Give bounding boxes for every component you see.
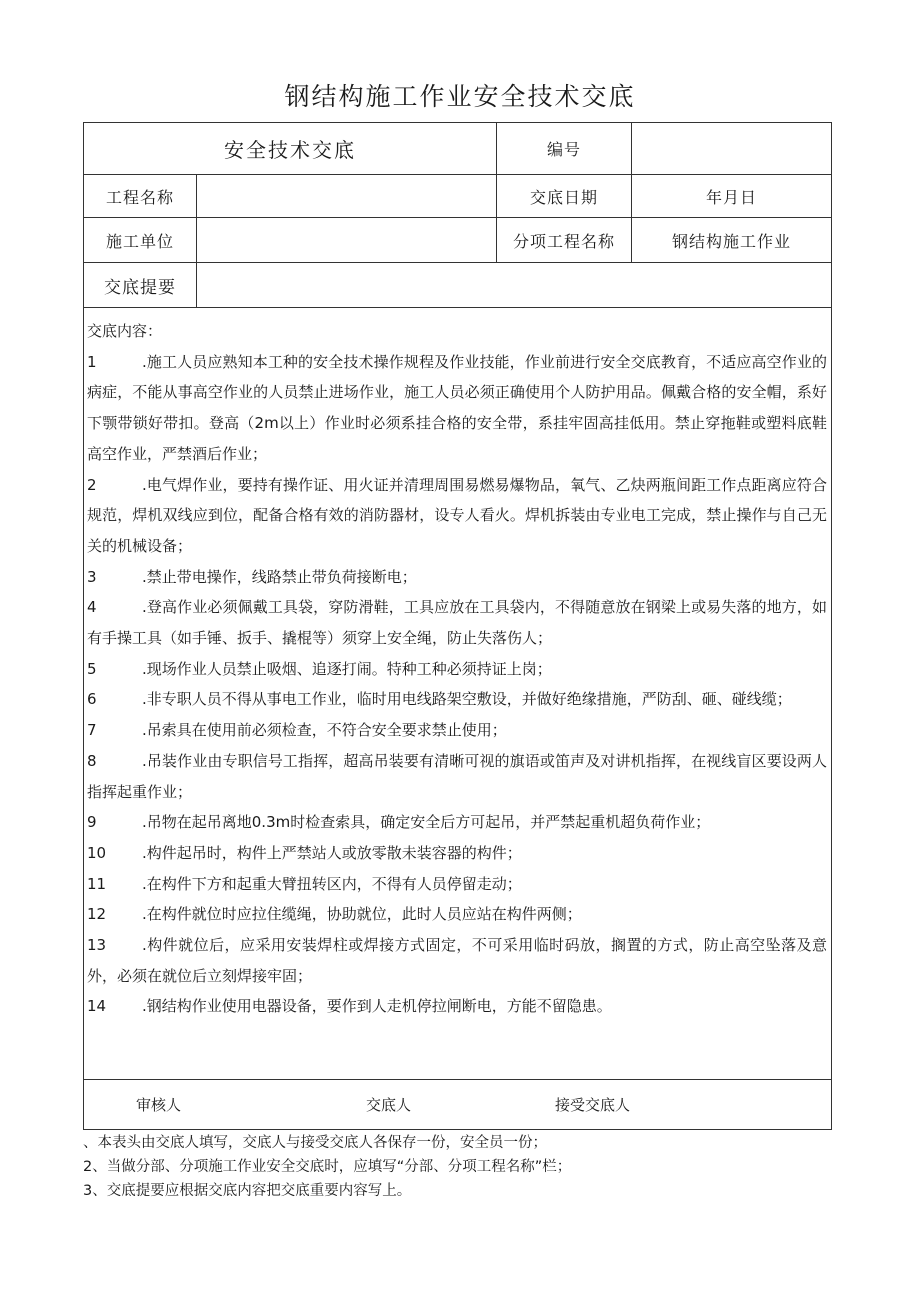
item-number: 8 xyxy=(87,751,97,770)
project-name-field[interactable] xyxy=(197,175,496,217)
item-number: 2 xyxy=(87,475,97,494)
sub-project-field[interactable]: 钢结构施工作业 xyxy=(671,231,791,251)
project-name-label: 工程名称 xyxy=(105,187,174,207)
summary-label: 交底提要 xyxy=(104,277,176,298)
footnote: 3、交底提要应根据交底内容把交底重要内容写上。 xyxy=(83,1183,412,1199)
number-field[interactable] xyxy=(632,123,831,174)
item-number: 7 xyxy=(87,721,97,740)
item-text: .在构件就位时应拉住缆绳，协助就位，此时人员应站在构件两侧； xyxy=(142,905,582,924)
unit-label: 施工单位 xyxy=(105,231,174,251)
content-item xyxy=(87,470,827,562)
item-text: .施工人员应熟知本工种的安全技术操作规程及作业技能，作业前进行安全交底教育，不适应高空作业的病症，不能从事高空作业的人员禁止进场作业，施工人员必须正确使用个人防护用品。佩戴合格的安全帽，系好下颚带锁好带扣。登高（2m以上）作业时必须系挂合格的安全带，系挂牢固高挂低用。禁止穿拖鞋或塑料底鞋高空作业，严禁酒后作业； xyxy=(87,352,827,463)
item-text: .吊索具在使用前必须检查，不符合安全要求禁止使用； xyxy=(142,721,507,740)
item-text: .登高作业必须佩戴工具袋，穿防滑鞋，工具应放在工具袋内，不得随意放在钢梁上或易失落的地方，如有手操工具（如手锤、扳手、撬棍等）须穿上安全绳，防止失落伤人； xyxy=(87,598,827,648)
item-number: 13 xyxy=(87,936,107,955)
item-text: .钢结构作业使用电器设备，要作到人走机停拉闸断电，方能不留隐患。 xyxy=(142,997,612,1016)
row-divider xyxy=(83,307,832,308)
content-item xyxy=(87,869,827,900)
content-item xyxy=(87,347,827,470)
item-number: 5 xyxy=(87,659,97,678)
item-number: 11 xyxy=(87,874,107,893)
content-item xyxy=(87,684,827,715)
footnote: 、本表头由交底人填写，交底人与接受交底人各保存一份，安全员一份； xyxy=(83,1135,547,1151)
sub-project-label: 分项工程名称 xyxy=(512,231,615,251)
content-item xyxy=(87,899,827,930)
content-item xyxy=(87,715,827,746)
content-item xyxy=(87,746,827,807)
item-text: .电气焊作业，要持有操作证、用火证并清理周围易燃易爆物品，氧气、乙炔两瓶间距工作点距离应符合规范，焊机双线应到位，配备合格有效的消防器材，设专人看火。焊机拆装由专业电工完成，禁止操作与自己无关的机械设备； xyxy=(87,475,827,555)
content-heading: 交底内容： xyxy=(87,322,163,340)
content-item xyxy=(87,654,827,685)
item-text: .构件起吊时，构件上严禁站人或放零散未装容器的构件； xyxy=(142,843,522,862)
date-label: 交底日期 xyxy=(529,187,598,207)
item-number: 3 xyxy=(87,567,97,586)
date-field[interactable]: 年月日 xyxy=(705,187,757,207)
reviewer-label: 审核人 xyxy=(136,1096,182,1114)
content-item xyxy=(87,592,827,653)
content-item xyxy=(87,930,827,991)
form-title: 安全技术交底 xyxy=(224,138,356,162)
item-text: .禁止带电操作，线路禁止带负荷接断电； xyxy=(142,567,417,586)
item-text: .吊物在起吊离地0.3m时检查索具，确定安全后方可起吊，并严禁起重机超负荷作业； xyxy=(142,813,711,832)
item-number: 14 xyxy=(87,997,107,1016)
content-item xyxy=(87,991,827,1022)
item-text: .吊装作业由专职信号工指挥，超高吊装要有清晰可视的旗语或笛声及对讲机指挥，在视线盲区要设两人指挥起重作业； xyxy=(87,751,827,801)
receiver-label: 接受交底人 xyxy=(555,1096,631,1114)
item-text: .非专职人员不得从事电工作业，临时用电线路架空敷设，并做好绝缘措施，严防刮、砸、碰线缆； xyxy=(142,690,792,709)
item-text: .现场作业人员禁止吸烟、追逐打闹。特种工种必须持证上岗； xyxy=(142,659,552,678)
footnotes xyxy=(83,1131,571,1203)
item-number: 6 xyxy=(87,690,97,709)
item-text: .构件就位后，应采用安装焊柱或焊接方式固定，不可采用临时码放，搁置的方式，防止高空坠落及意外，必须在就位后立刻焊接牢固； xyxy=(87,936,827,985)
unit-field[interactable] xyxy=(197,218,496,262)
content-item xyxy=(87,807,827,838)
footnote: 2、当做分部、分项施工作业安全交底时，应填写“分部、分项工程名称”栏； xyxy=(83,1159,572,1175)
item-number: 1 xyxy=(87,352,97,371)
summary-field[interactable] xyxy=(197,263,831,307)
disclosure-content xyxy=(87,316,827,1022)
item-number: 9 xyxy=(87,813,97,832)
content-item xyxy=(87,562,827,593)
item-text: .在构件下方和起重大臂扭转区内，不得有人员停留走动； xyxy=(142,874,522,893)
row-divider xyxy=(83,1079,832,1080)
item-number: 12 xyxy=(87,905,107,924)
item-number: 4 xyxy=(87,598,97,617)
number-label: 编号 xyxy=(546,140,581,159)
content-item xyxy=(87,838,827,869)
discloser-label: 交底人 xyxy=(366,1096,412,1114)
item-number: 10 xyxy=(87,843,107,862)
document-title: 钢结构施工作业安全技术交底 xyxy=(284,82,636,111)
